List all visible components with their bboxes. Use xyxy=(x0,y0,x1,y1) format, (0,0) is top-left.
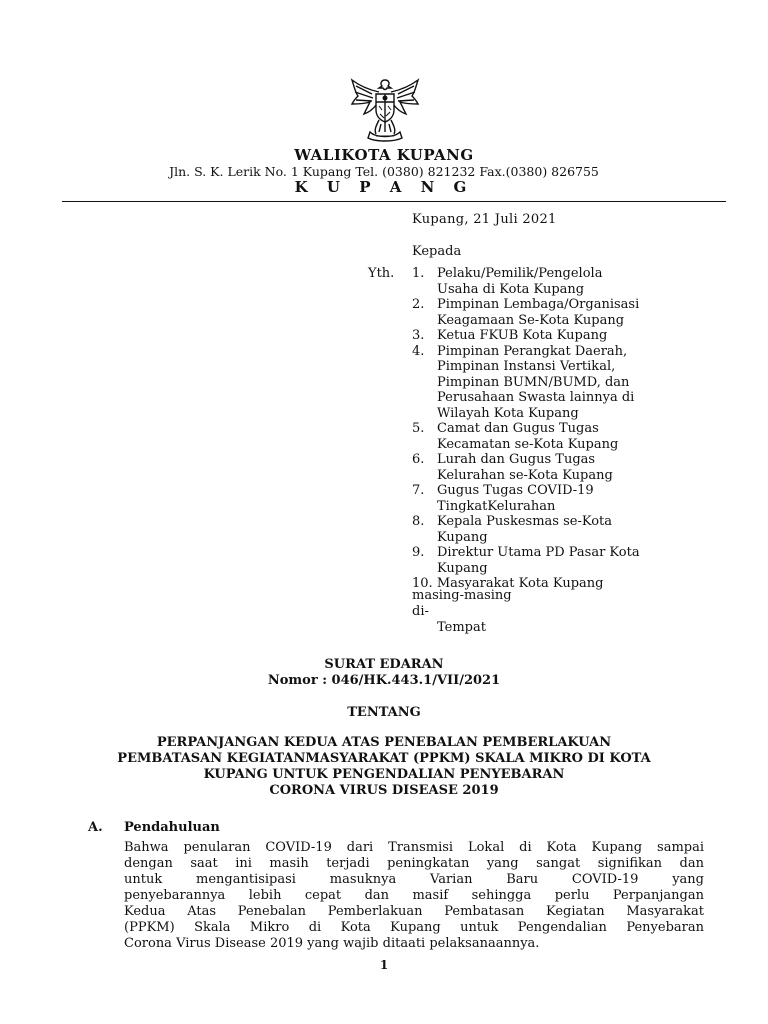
list-item-number: 1. xyxy=(412,266,425,281)
list-item-text: Direktur Utama PD Pasar Kota Kupang xyxy=(437,545,640,576)
list-item xyxy=(412,344,712,422)
list-item-text: Kepala Puskesmas se-Kota Kupang xyxy=(437,514,613,545)
paragraph-line: Bahwa penularan COVID-19 dari Transmisi Lokal di Kota Kupang sampai xyxy=(124,840,704,855)
di-text: di- xyxy=(412,604,429,619)
list-item xyxy=(412,545,712,576)
list-item-text: Pimpinan Perangkat Daerah, Pimpinan Instansi Vertikal, Pimpinan BUMN/BUMD, dan Perusahaan Swasta lainnya di Wilayah Kota Kupang xyxy=(437,343,635,421)
list-item-text: Gugus Tugas COVID-19 TingkatKelurahan xyxy=(437,483,594,514)
letterhead-city: K U P A N G xyxy=(294,178,474,196)
list-item xyxy=(412,266,712,297)
topic-line: CORONA VIRUS DISEASE 2019 xyxy=(269,783,499,798)
addressee-label: Kepada xyxy=(412,244,462,259)
list-item xyxy=(412,514,712,545)
paragraph-line: penyebarannya lebih cepat dan masif sehingga perlu Perpanjangan xyxy=(124,888,704,903)
list-item-text: Camat dan Gugus Tugas Kecamatan se-Kota Kupang xyxy=(437,421,619,452)
paragraph-line: dengan saat ini masih terjadi peningkatan yang sangat signifikan dan xyxy=(124,856,704,871)
section-title: Pendahuluan xyxy=(124,820,220,835)
paragraph-line: Kedua Atas Penebalan Pemberlakuan Pembatasan Kegiatan Masyarakat xyxy=(124,904,704,919)
garuda-emblem-icon xyxy=(346,76,424,142)
masing-masing-text: masing-masing xyxy=(412,588,512,603)
topic-line: PERPANJANGAN KEDUA ATAS PENEBALAN PEMBERLAKUAN xyxy=(156,735,612,750)
topic-line: KUPANG UNTUK PENGENDALIAN PENYEBARAN xyxy=(203,767,565,782)
list-item-number: 6. xyxy=(412,452,425,467)
paragraph-line: (PPKM) Skala Mikro di Kota Kupang untuk Pengendalian Penyebaran xyxy=(124,920,704,935)
list-item xyxy=(412,328,712,344)
letterhead-address: Jln. S. K. Lerik No. 1 Kupang Tel. (0380) 821232 Fax.(0380) 826755 xyxy=(169,164,599,179)
list-item-number: 9. xyxy=(412,545,425,560)
circular-number: Nomor : 046/HK.443.1/VII/2021 xyxy=(267,673,501,688)
list-item-text: Lurah dan Gugus Tugas Kelurahan se-Kota Kupang xyxy=(437,452,613,483)
circular-heading: SURAT EDARAN xyxy=(324,657,444,672)
list-item xyxy=(412,421,712,452)
list-item-text: Pimpinan Lembaga/Organisasi Keagamaan Se-Kota Kupang xyxy=(437,297,640,328)
section-paragraph xyxy=(124,840,704,952)
letter-date: Kupang, 21 Juli 2021 xyxy=(412,212,557,227)
list-item-number: 8. xyxy=(412,514,425,529)
paragraph-line: untuk mengantisipasi masuknya Varian Baru COVID-19 yang xyxy=(124,872,704,887)
list-item-text: Masyarakat Kota Kupang xyxy=(436,576,604,591)
tentang-heading: TENTANG xyxy=(347,705,421,720)
list-item-number: 5. xyxy=(412,421,425,436)
list-item-number: 3. xyxy=(412,328,425,343)
list-item-number: 4. xyxy=(412,343,425,359)
letterhead-divider xyxy=(62,201,726,202)
yth-label: Yth. xyxy=(368,266,395,281)
paragraph-line: Corona Virus Disease 2019 yang wajib ditaati pelaksanaannya. xyxy=(124,936,540,951)
list-item xyxy=(412,297,712,328)
list-item xyxy=(412,483,712,514)
list-item-number: 7. xyxy=(412,483,425,498)
circular-topic xyxy=(0,735,768,799)
topic-line: PEMBATASAN KEGIATANMASYARAKAT (PPKM) SKALA MIKRO DI KOTA xyxy=(117,751,651,766)
list-item xyxy=(412,452,712,483)
section-letter: A. xyxy=(88,820,103,835)
list-item-text: Pelaku/Pemilik/Pengelola Usaha di Kota Kupang xyxy=(437,266,603,297)
list-item-number: 2. xyxy=(412,297,425,312)
list-item-number: 10. xyxy=(412,576,433,591)
tempat-text: Tempat xyxy=(437,620,486,635)
letterhead-title: WALIKOTA KUPANG xyxy=(294,146,474,164)
list-item-text: Ketua FKUB Kota Kupang xyxy=(437,328,608,343)
page-number: 1 xyxy=(379,958,389,972)
recipient-list xyxy=(412,266,712,592)
